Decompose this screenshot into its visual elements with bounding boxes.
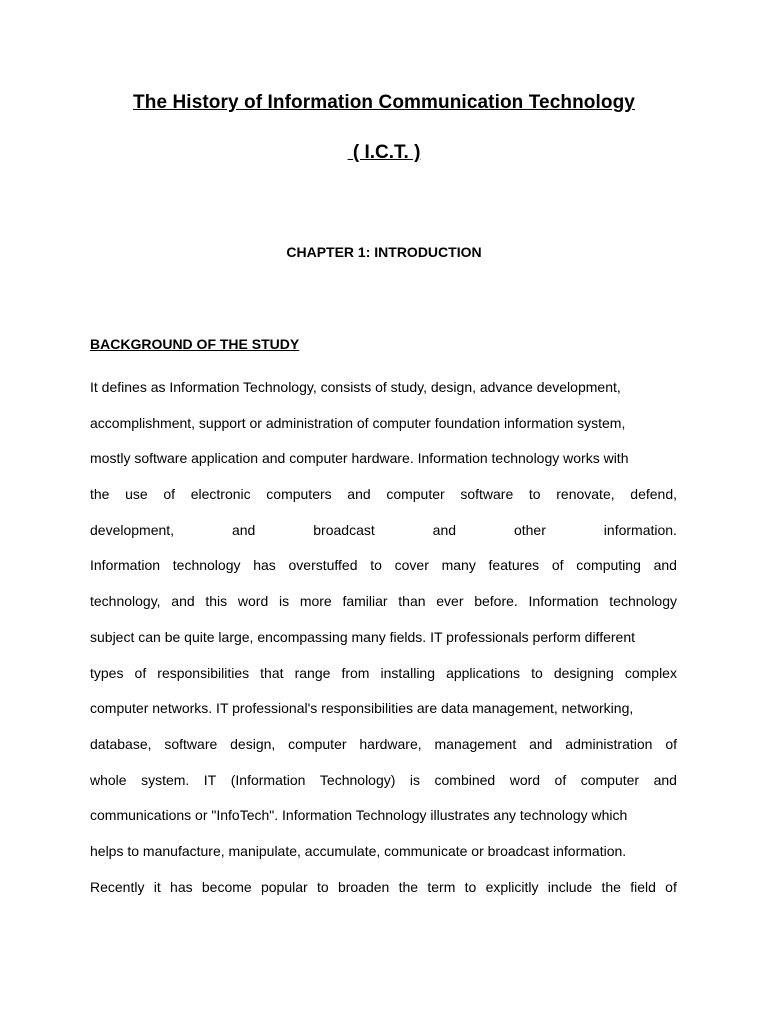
body-word: other: [513, 521, 546, 538]
body-line: [90, 477, 677, 513]
body-word: installing: [380, 664, 436, 681]
body-word: and: [171, 593, 195, 610]
body-word: electronic: [190, 486, 251, 503]
body-word: and: [347, 486, 371, 503]
body-word: term: [427, 878, 456, 895]
body-word: to: [528, 486, 541, 503]
body-word: broaden: [337, 878, 390, 895]
chapter-heading: CHAPTER 1: INTRODUCTION: [286, 244, 482, 260]
body-word: management: [434, 735, 517, 752]
body-word: ever: [436, 593, 464, 610]
body-line: [90, 584, 677, 620]
body-word: administration: [565, 735, 653, 752]
body-word: and: [529, 735, 553, 752]
body-paragraph: [90, 370, 677, 905]
body-word: and: [653, 771, 677, 788]
body-line: accomplishment, support or administration of computer foundation information system,: [90, 414, 626, 431]
body-word: complex: [624, 664, 677, 681]
body-word: computer: [386, 486, 445, 503]
body-word: is: [278, 593, 290, 610]
document-title: The History of Information Communication Technology: [133, 92, 635, 113]
body-word: explicitly: [485, 878, 539, 895]
body-word: and: [231, 521, 256, 538]
body-line: It defines as Information Technology, consists of study, design, advance development,: [90, 379, 621, 395]
section-heading: BACKGROUND OF THE STUDY: [90, 336, 300, 352]
body-word: familiar: [342, 593, 388, 610]
body-word: broadcast: [313, 521, 375, 538]
body-word: software: [164, 735, 218, 752]
body-line: subject can be quite large, encompassing many fields. IT professionals perform different: [90, 628, 635, 645]
body-word: use: [125, 486, 148, 503]
body-word: database,: [90, 735, 152, 752]
body-word: that: [260, 664, 284, 681]
body-line: [90, 870, 677, 906]
body-word: of: [665, 735, 677, 752]
body-word: defend,: [630, 486, 677, 503]
body-word: computers: [266, 486, 332, 503]
document-subtitle: ( I.C.T. ): [347, 142, 421, 163]
body-word: technology,: [90, 593, 161, 610]
body-word: and: [653, 557, 677, 574]
body-word: technology: [609, 593, 677, 610]
body-word: has: [253, 557, 276, 574]
body-word: types: [90, 664, 124, 681]
body-word: of: [554, 771, 567, 788]
body-line: [90, 763, 677, 799]
body-word: whole: [90, 771, 127, 788]
body-word: overstuffed: [288, 557, 358, 574]
body-word: development,: [90, 521, 175, 538]
body-word: of: [665, 878, 677, 895]
body-word: to: [531, 664, 543, 681]
body-word: of: [134, 664, 147, 681]
body-word: the: [601, 878, 621, 895]
body-line: [90, 548, 677, 584]
body-word: responsibilities: [157, 664, 250, 681]
body-word: the: [90, 486, 110, 503]
body-word: before.: [474, 593, 518, 610]
body-word: computer: [288, 735, 347, 752]
body-word: from: [341, 664, 370, 681]
body-word: (Information: [230, 771, 306, 788]
body-line: communications or "InfoTech". Information Technology illustrates any technology which: [90, 807, 628, 824]
body-word: to: [316, 878, 329, 895]
body-word: IT: [203, 771, 217, 788]
body-word: than: [398, 593, 426, 610]
body-word: technology: [172, 557, 241, 574]
body-word: hardware,: [359, 735, 422, 752]
body-line: computer networks. IT professional's responsibilities are data management, networking,: [90, 700, 634, 717]
body-word: computer: [580, 771, 640, 788]
body-word: more: [299, 593, 332, 610]
body-word: Information: [90, 557, 161, 574]
body-line: [90, 513, 677, 549]
body-word: many: [441, 557, 476, 574]
body-word: renovate,: [556, 486, 615, 503]
body-word: information.: [603, 521, 677, 538]
body-word: combined: [434, 771, 496, 788]
body-word: applications: [446, 664, 521, 681]
body-word: to: [464, 878, 477, 895]
body-word: the: [398, 878, 419, 895]
body-word: system.: [141, 771, 190, 788]
body-word: of: [551, 557, 564, 574]
body-word: designing: [553, 664, 614, 681]
body-line: [90, 656, 677, 692]
body-word: is: [409, 771, 421, 788]
body-word: range: [294, 664, 331, 681]
body-line: mostly software application and computer hardware. Information technology works with: [90, 450, 629, 467]
body-word: features: [488, 557, 540, 574]
body-word: include: [547, 878, 593, 895]
body-word: computing: [576, 557, 641, 574]
body-word: word: [509, 771, 541, 788]
body-word: this: [205, 593, 228, 610]
body-word: cover: [394, 557, 429, 574]
body-word: and: [432, 521, 457, 538]
body-line: helps to manufacture, manipulate, accumulate, communicate or broadcast information.: [90, 842, 627, 859]
body-word: popular: [260, 878, 308, 895]
body-word: word: [237, 593, 269, 610]
body-word: of: [163, 486, 176, 503]
body-word: field: [630, 878, 656, 895]
body-word: it: [153, 878, 161, 895]
body-word: design,: [230, 735, 276, 752]
body-line: [90, 727, 677, 763]
body-word: to: [370, 557, 382, 574]
body-word: has: [170, 878, 193, 895]
body-word: Information: [528, 593, 599, 610]
body-word: Recently: [90, 878, 145, 895]
body-word: become: [201, 878, 252, 895]
body-word: software: [460, 486, 514, 503]
body-word: Technology): [319, 771, 396, 788]
